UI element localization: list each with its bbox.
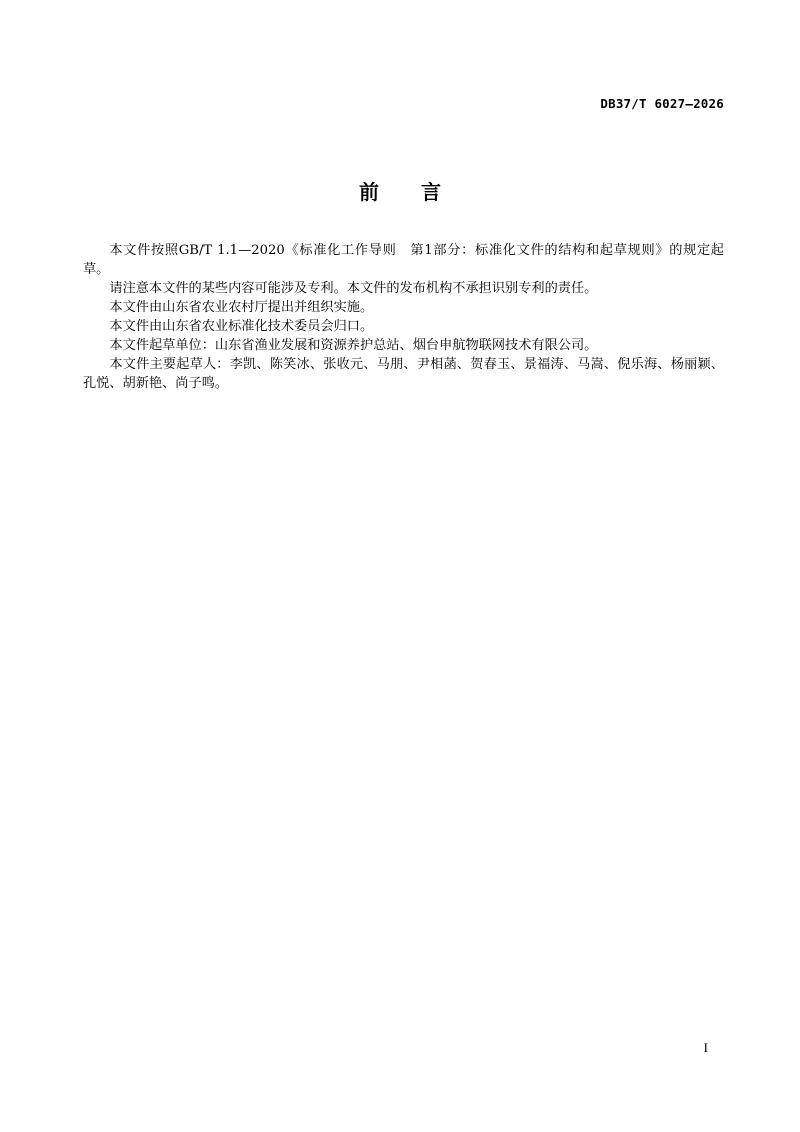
paragraph-technical-committee: 本文件由山东省农业标准化技术委员会归口。 <box>109 319 374 334</box>
paragraph-proposer: 本文件由山东省农业农村厅提出并组织实施。 <box>109 300 374 315</box>
paragraph-drafting-basis: 本文件按照GB/T 1.1—2020《标准化工作导则 第1部分：标准化文件的结构和起草规则》的规定起草。 <box>83 243 724 277</box>
paragraph-drafters: 本文件主要起草人：李凯、陈笑冰、张收元、马朋、尹相菡、贺春玉、景福涛、马嵩、倪乐海、杨丽颖、孔悦、胡新艳、尚子鸣。 <box>83 357 724 391</box>
paragraph-drafting-units: 本文件起草单位：山东省渔业发展和资源养护总站、烟台申航物联网技术有限公司。 <box>109 338 598 353</box>
foreword-body <box>83 241 724 393</box>
paragraph-patent-notice: 请注意本文件的某些内容可能涉及专利。本文件的发布机构不承担识别专利的责任。 <box>109 281 598 296</box>
page-title: 前言 <box>359 180 483 204</box>
page-number: I <box>703 1040 708 1055</box>
document-number: DB37/T 6027—2026 <box>600 96 724 111</box>
